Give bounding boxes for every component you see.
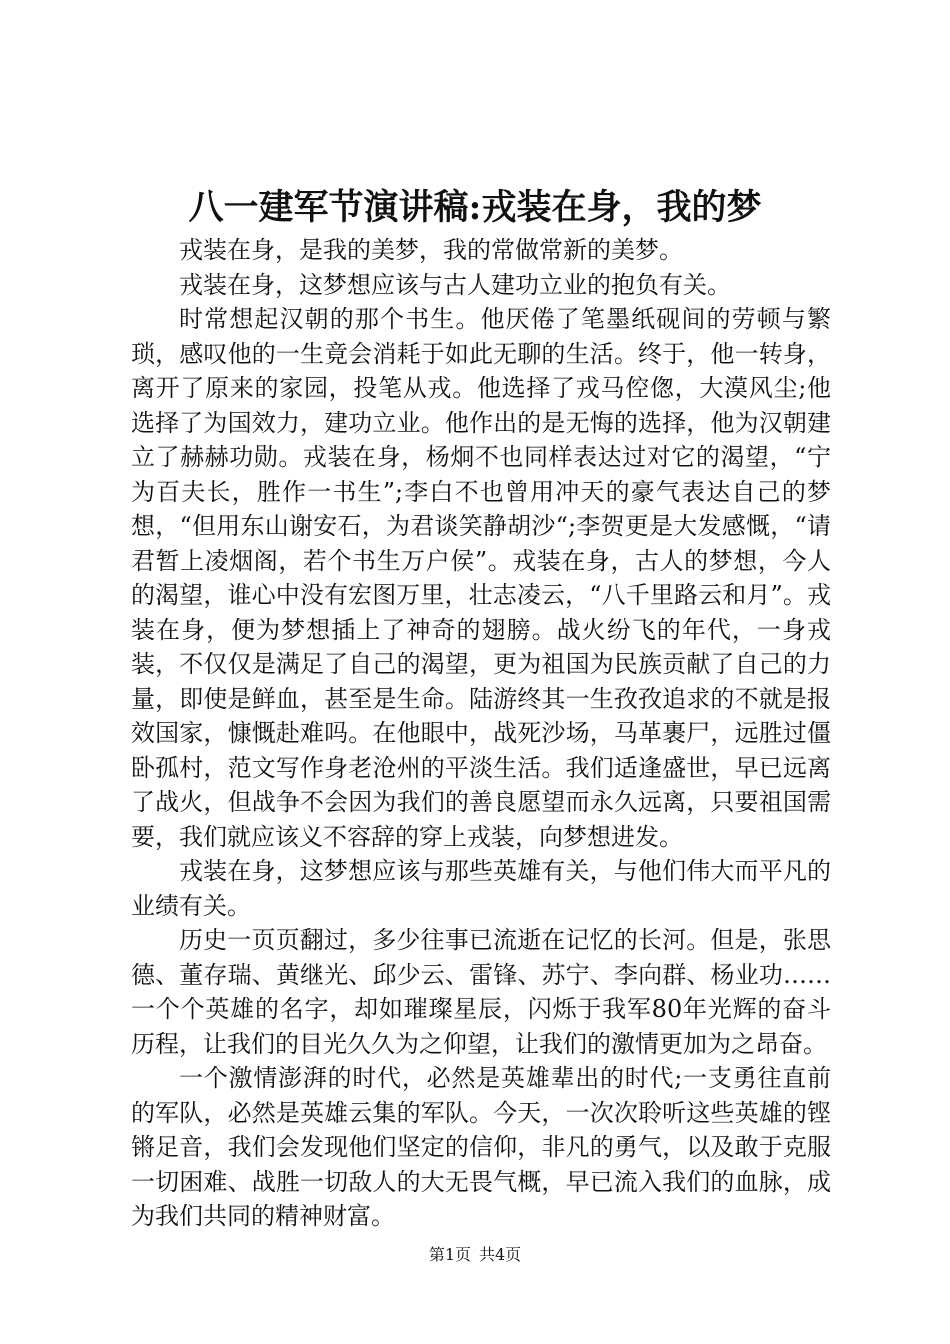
paragraph: 戎装在身，这梦想应该与古人建功立业的抱负有关。 <box>179 270 731 299</box>
page-number: 第1页 <box>428 1245 471 1264</box>
paragraph: 一个激情澎湃的时代，必然是英雄辈出的时代;一支勇往直前的军队，必然是英雄云集的军队。今天，一次次聆听这些英雄的铿锵足音，我们会发现他们坚定的信仰，非凡的勇气，以及敢于克服一切困难、战胜一切敌人的大无畏气概，早已流入我们的血脉，成为我们共同的精神财富。 <box>131 1064 831 1230</box>
document-title: 八一建军节演讲稿:戎装在身，我的梦 <box>188 187 762 228</box>
paragraph: 时常想起汉朝的那个书生。他厌倦了笔墨纸砚间的劳顿与繁琐，感叹他的一生竟会消耗于如此无聊的生活。终于，他一转身，离开了原来的家园，投笔从戎。他选择了戎马倥偬，大漠风尘;他选择了为国效力，建功立业。他作出的是无悔的选择，他为汉朝建立了赫赫功勋。戎装在身，杨炯不也同样表达过对它的渴望，“宁为百夫长，胜作一书生”;李白不也曾用冲天的豪气表达自己的梦想，“但用东山谢安石，为君谈笑静胡沙“;李贺更是大发感慨，“请君暂上凌烟阁，若个书生万户侯”。戎装在身，古人的梦想，今人的渴望，谁心中没有宏图万里，壮志凌云，“八千里路云和月”。戎装在身，便为梦想插上了神奇的翅膀。战火纷飞的年代，一身戎装，不仅仅是满足了自己的渴望，更为祖国为民族贡献了自己的力量，即使是鲜血，甚至是生命。陆游终其一生孜孜追求的不就是报效国家，慷慨赴难吗。在他眼中，战死沙场，马革裹尸，远胜过僵卧孤村，范文写作身老沧州的平淡生活。我们适逢盛世，早已远离了战火，但战争不会因为我们的善良愿望而永久远离，只要祖国需要，我们就应该义不容辞的穿上戎装，向梦想进发。 <box>131 305 831 851</box>
paragraph: 戎装在身，这梦想应该与那些英雄有关，与他们伟大而平凡的业绩有关。 <box>131 857 831 920</box>
document-body <box>131 233 831 1234</box>
page-footer <box>0 1244 950 1266</box>
page-total: 共4页 <box>479 1245 522 1264</box>
paragraph: 历史一页页翻过，多少往事已流逝在记忆的长河。但是，张思德、董存瑞、黄继光、邱少云、雷锋、苏宁、李向群、杨业功……一个个英雄的名字，却如璀璨星辰，闪烁于我军80年光辉的奋斗历程，让我们的目光久久为之仰望，让我们的激情更加为之昂奋。 <box>131 926 831 1058</box>
paragraph: 戎装在身，是我的美梦，我的常做常新的美梦。 <box>179 236 683 264</box>
